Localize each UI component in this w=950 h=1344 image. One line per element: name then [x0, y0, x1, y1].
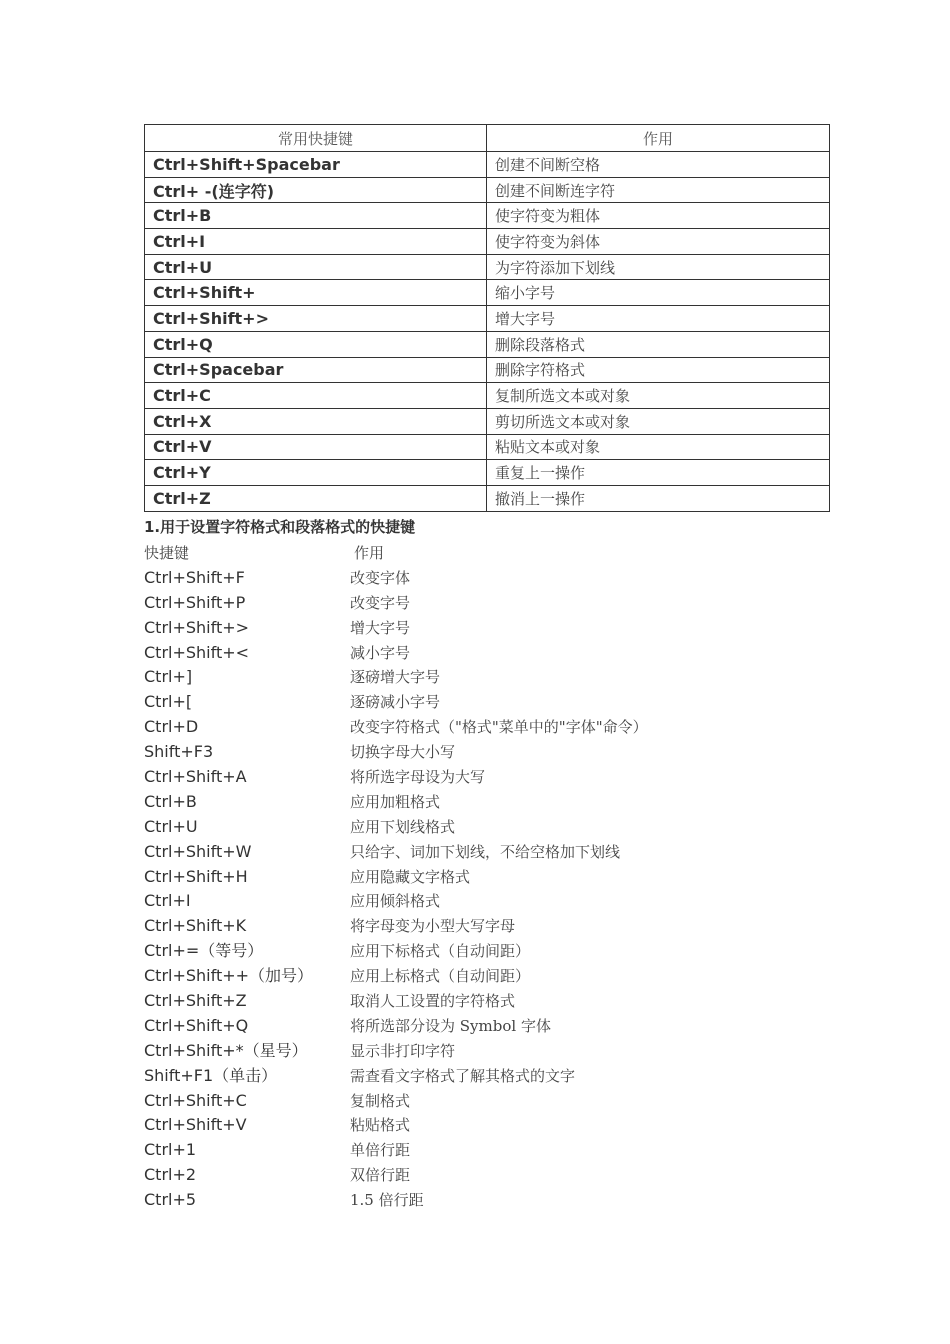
shortcut-action: 使字符变为粗体: [487, 203, 830, 229]
shortcut-action: 为字符添加下划线: [487, 254, 830, 280]
table-row: [145, 254, 830, 280]
list-item: [144, 1163, 844, 1188]
list-item: [144, 939, 844, 964]
list-item-action: 双倍行距: [350, 1166, 411, 1185]
list-item-key: Ctrl+[: [144, 692, 193, 712]
list-item-action: 只给字、词加下划线，不给空格加下划线: [350, 842, 621, 861]
list-item: [144, 591, 844, 616]
list-item-action: 应用下标格式（自动间距）: [350, 942, 531, 961]
list-item-key: Ctrl+Shift+Z: [144, 991, 247, 1011]
shortcut-action: 缩小字号: [487, 280, 830, 306]
list-item-key: Shift+F3: [144, 742, 214, 762]
table-row: [145, 229, 830, 255]
table-row: [145, 434, 830, 460]
list-item-key: Ctrl+Shift+K: [144, 916, 247, 936]
list-item-key: Ctrl+Shift+W: [144, 841, 252, 861]
list-item-action: 应用下划线格式: [350, 817, 456, 836]
shortcut-key: Ctrl+Shift+Spacebar: [145, 152, 487, 178]
list-item-key: Ctrl+5: [144, 1190, 197, 1210]
shortcut-action: 创建不间断连字符: [487, 177, 830, 203]
list-item-key: Ctrl+Shift+V: [144, 1115, 247, 1135]
list-item: [144, 641, 844, 666]
list-item-key: Ctrl+1: [144, 1140, 197, 1160]
list-item: [144, 1138, 844, 1163]
shortcut-key: Ctrl+I: [145, 229, 487, 255]
list-item: [144, 790, 844, 815]
shortcut-action: 撤消上一操作: [487, 485, 830, 511]
list-item: [144, 1014, 844, 1039]
shortcut-action: 删除段落格式: [487, 331, 830, 357]
list-item-action: 改变字符格式（"格式"菜单中的"字体"命令）: [350, 718, 648, 737]
list-item: [144, 765, 844, 790]
list-item: [144, 1188, 844, 1213]
list-item: [144, 1039, 844, 1064]
list-item-action: 改变字号: [350, 593, 411, 612]
shortcut-key: Ctrl+X: [145, 408, 487, 434]
shortcut-action: 使字符变为斜体: [487, 229, 830, 255]
list-item-action: 应用倾斜格式: [350, 892, 441, 911]
list-item: [144, 616, 844, 641]
list-item-key: Ctrl+U: [144, 816, 198, 836]
shortcut-key: Ctrl+ -(连字符): [145, 177, 487, 203]
table-row: [145, 331, 830, 357]
list-item-key: Ctrl+Shift+Q: [144, 1015, 249, 1035]
shortcut-table: [144, 124, 830, 512]
list-item-action: 增大字号: [350, 618, 411, 637]
list-header: [144, 541, 844, 566]
list-item-action: 取消人工设置的字符格式: [350, 992, 516, 1011]
shortcut-list: [144, 541, 844, 1213]
list-header-action: 作用: [354, 544, 385, 562]
table-row: [145, 152, 830, 178]
list-item: [144, 889, 844, 914]
shortcut-action: 复制所选文本或对象: [487, 383, 830, 409]
list-item-key: Ctrl+B: [144, 791, 197, 811]
section-title: 1.用于设置字符格式和段落格式的快捷键: [144, 518, 416, 536]
shortcut-action: 粘贴文本或对象: [487, 434, 830, 460]
list-item: [144, 740, 844, 765]
shortcut-key: Ctrl+Y: [145, 460, 487, 486]
list-item-action: 1.5 倍行距: [350, 1191, 424, 1210]
list-item-key: Ctrl+Shift+H: [144, 866, 248, 886]
list-item-action: 改变字体: [350, 568, 411, 587]
list-item-key: Ctrl+2: [144, 1165, 197, 1185]
list-item: [144, 840, 844, 865]
list-item: [144, 964, 844, 989]
shortcut-key: Ctrl+B: [145, 203, 487, 229]
list-item-key: Ctrl+]: [144, 667, 193, 687]
shortcut-action: 增大字号: [487, 306, 830, 332]
shortcut-key: Ctrl+C: [145, 383, 487, 409]
table-row: [145, 408, 830, 434]
shortcut-action: 删除字符格式: [487, 357, 830, 383]
shortcut-action: 重复上一操作: [487, 460, 830, 486]
shortcut-action: 剪切所选文本或对象: [487, 408, 830, 434]
list-item-action: 应用上标格式（自动间距）: [350, 967, 531, 986]
list-item: [144, 865, 844, 890]
list-item-key: Ctrl+Shift+>: [144, 617, 250, 637]
list-item-key: Ctrl+Shift++（加号）: [144, 966, 314, 986]
table-row: [145, 280, 830, 306]
list-item-action: 逐磅增大字号: [350, 668, 441, 687]
list-item-action: 减小字号: [350, 643, 411, 662]
list-item-action: 单倍行距: [350, 1141, 411, 1160]
list-header-key: 快捷键: [144, 544, 190, 562]
list-item: [144, 715, 844, 740]
shortcut-key: Ctrl+Shift+: [145, 280, 487, 306]
table-row: [145, 357, 830, 383]
shortcut-key: Ctrl+Z: [145, 485, 487, 511]
table-row: [145, 203, 830, 229]
list-item: [144, 665, 844, 690]
table-row: [145, 383, 830, 409]
list-item-action: 逐磅减小字号: [350, 693, 441, 712]
table-row: [145, 485, 830, 511]
list-item: [144, 566, 844, 591]
list-item: [144, 690, 844, 715]
list-item-key: Ctrl+Shift+*（星号）: [144, 1040, 308, 1060]
table-row: [145, 306, 830, 332]
list-item: [144, 1089, 844, 1114]
shortcut-key: Ctrl+Spacebar: [145, 357, 487, 383]
list-item: [144, 1064, 844, 1089]
list-item: [144, 989, 844, 1014]
list-item-key: Ctrl+D: [144, 717, 199, 737]
list-item-action: 显示非打印字符: [350, 1041, 456, 1060]
table-header-row: [145, 125, 830, 152]
list-item-action: 应用隐藏文字格式: [350, 867, 471, 886]
shortcut-key: Ctrl+V: [145, 434, 487, 460]
list-item-action: 需查看文字格式了解其格式的文字: [350, 1066, 576, 1085]
list-item-key: Ctrl+Shift+P: [144, 592, 246, 612]
list-item-action: 切换字母大小写: [350, 743, 456, 762]
header-shortcut: 常用快捷键: [145, 125, 487, 152]
shortcut-action: 创建不间断空格: [487, 152, 830, 178]
shortcut-key: Ctrl+Q: [145, 331, 487, 357]
list-item-key: Ctrl+Shift+C: [144, 1090, 247, 1110]
list-item-action: 复制格式: [350, 1091, 411, 1110]
list-item-action: 将所选部分设为 Symbol 字体: [350, 1016, 551, 1035]
shortcut-key: Ctrl+Shift+>: [145, 306, 487, 332]
table-row: [145, 460, 830, 486]
list-item: [144, 914, 844, 939]
list-item-action: 粘贴格式: [350, 1116, 411, 1135]
header-action: 作用: [487, 125, 830, 152]
list-item-key: Ctrl+Shift+A: [144, 767, 247, 787]
list-item-key: Shift+F1（单击）: [144, 1065, 278, 1085]
list-item-key: Ctrl+=（等号）: [144, 941, 264, 961]
list-item-action: 将所选字母设为大写: [350, 768, 486, 787]
list-item-key: Ctrl+Shift+<: [144, 642, 250, 662]
list-item: [144, 1113, 844, 1138]
list-item-key: Ctrl+Shift+F: [144, 567, 245, 587]
list-item-key: Ctrl+I: [144, 891, 191, 911]
table-row: [145, 177, 830, 203]
shortcut-key: Ctrl+U: [145, 254, 487, 280]
list-item: [144, 815, 844, 840]
list-item-action: 应用加粗格式: [350, 792, 441, 811]
list-item-action: 将字母变为小型大写字母: [350, 917, 516, 936]
